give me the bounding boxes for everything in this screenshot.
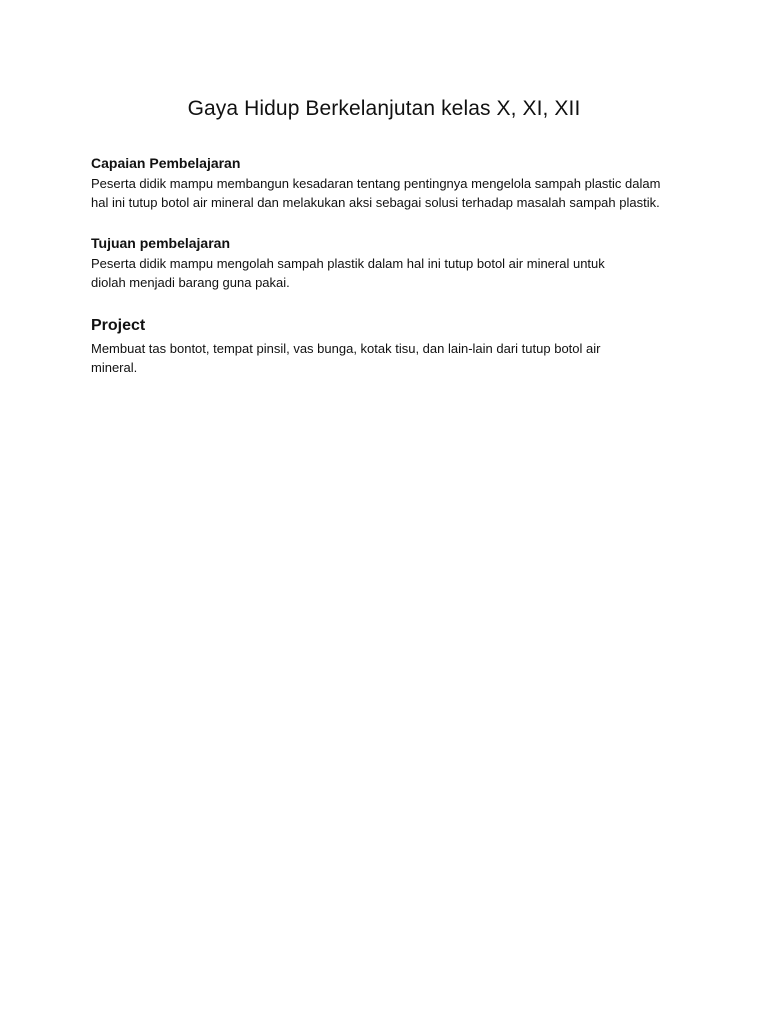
section-body-project: Membuat tas bontot, tempat pinsil, vas bunga, kotak tisu, dan lain-lain dari tutup botol air mineral.: [91, 341, 601, 375]
section-body-tujuan: Peserta didik mampu mengolah sampah plastik dalam hal ini tutup botol air mineral untuk diolah menjadi barang guna pakai.: [91, 256, 605, 290]
section-heading-tujuan: Tujuan pembelajaran: [91, 235, 230, 251]
section-body-capaian: Peserta didik mampu membangun kesadaran tentang pentingnya mengelola sampah plastic dalam hal ini tutup botol air mineral dan melakukan aksi sebagai solusi terhadap masalah sampah plastik.: [91, 176, 661, 210]
section-heading-project: Project: [91, 317, 146, 334]
section-tujuan-pembelajaran: [91, 234, 691, 292]
section-heading-capaian: Capaian Pembelajaran: [91, 155, 241, 171]
section-project: [91, 316, 691, 377]
page-title: Gaya Hidup Berkelanjutan kelas X, XI, XII: [187, 97, 581, 120]
section-capaian-pembelajaran: [91, 154, 691, 212]
